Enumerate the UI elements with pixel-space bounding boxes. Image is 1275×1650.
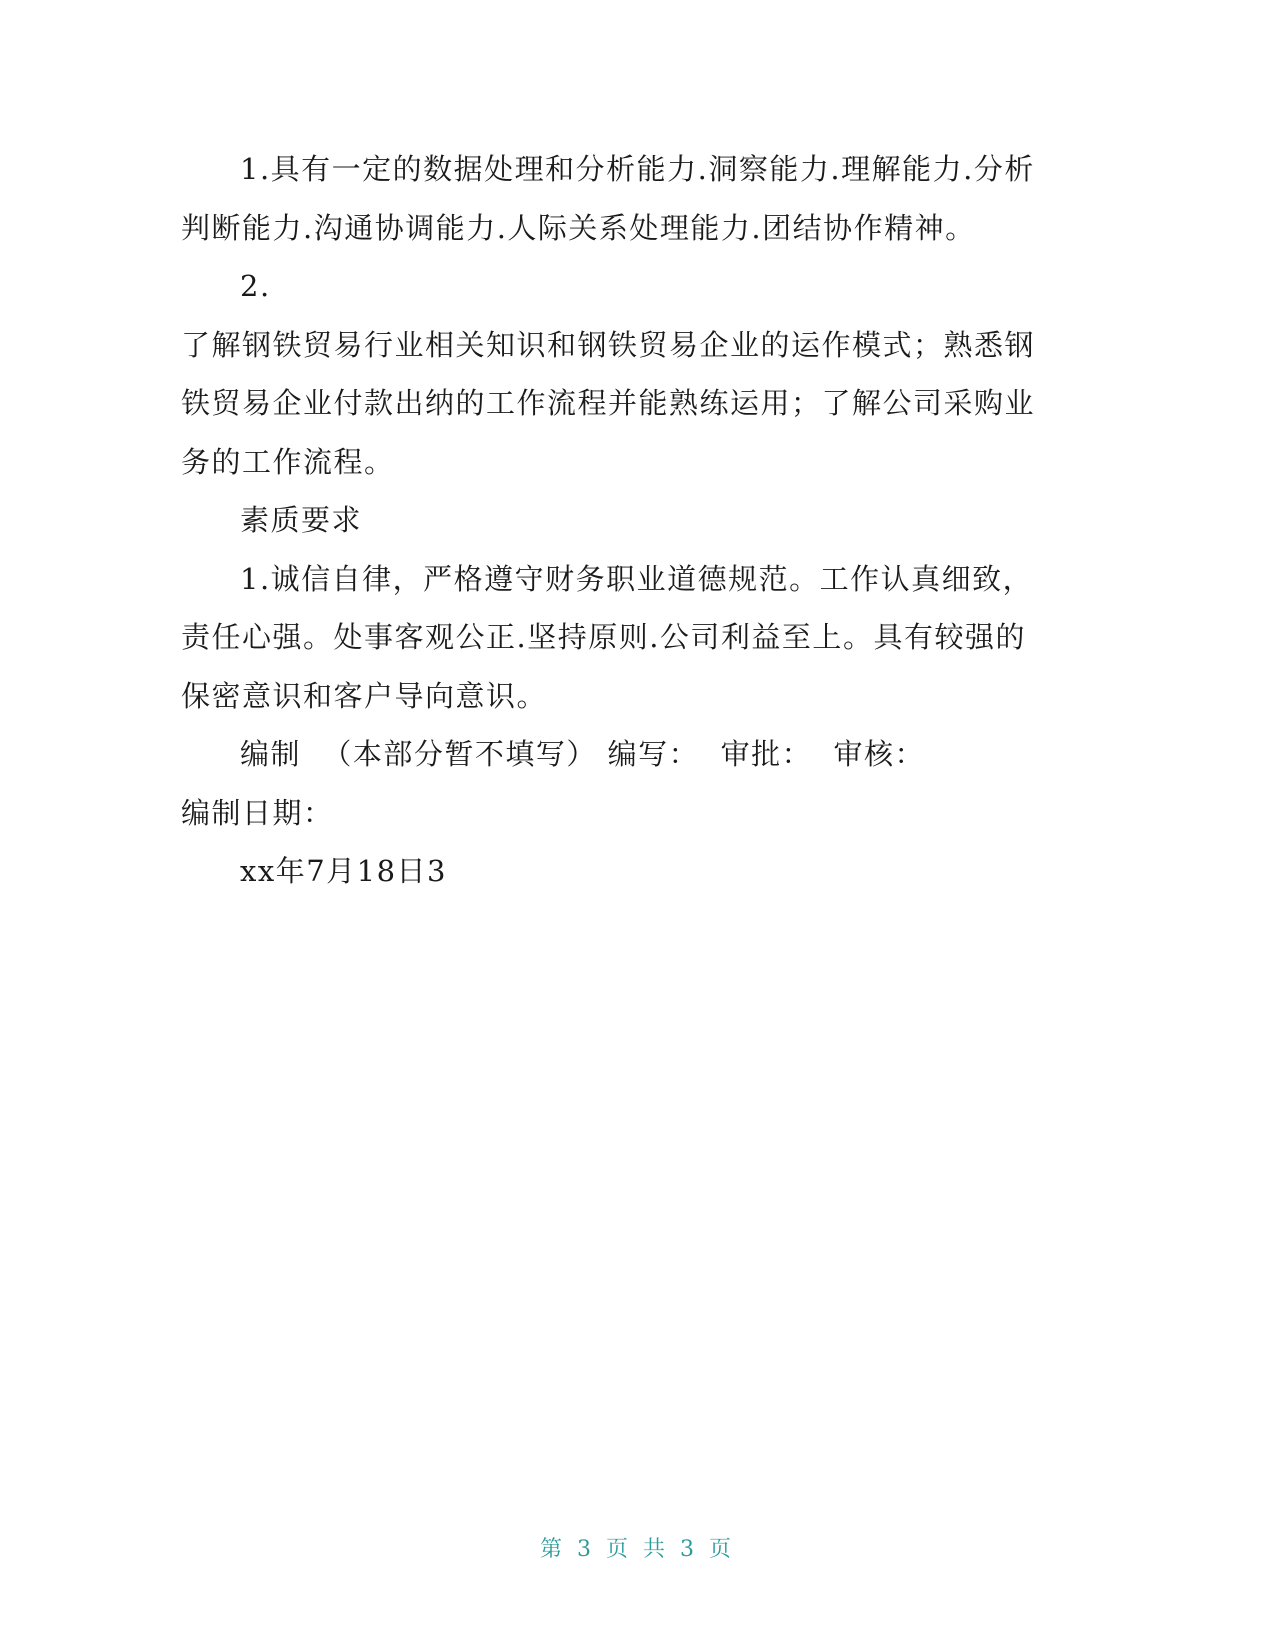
body-line: 了解钢铁贸易行业相关知识和钢铁贸易企业的运作模式；熟悉钢: [181, 327, 1036, 362]
body-line: 责任心强。处事客观公正.坚持原则.公司利益至上。具有较强的: [181, 620, 1026, 654]
body-line: 铁贸易企业付款出纳的工作流程并能熟练运用；了解公司采购业: [181, 386, 1036, 420]
document-body: [181, 140, 1051, 901]
body-line: 务的工作流程。: [181, 444, 395, 479]
body-line: 2.: [240, 269, 271, 303]
body-line: 保密意识和客户导向意识。: [181, 678, 548, 713]
body-line: 判断能力.沟通协调能力.人际关系处理能力.团结协作精神。: [181, 210, 976, 245]
body-line: 1.诚信自律，严格遵守财务职业道德规范。工作认真细致，: [240, 561, 1034, 596]
date-label: 编制日期：: [181, 795, 334, 830]
body-line: 1.具有一定的数据处理和分析能力.洞察能力.理解能力.分析: [240, 152, 1035, 186]
section-heading: 素质要求: [240, 503, 363, 537]
date-value: xx年7月18日3: [240, 854, 448, 888]
signature-line: 编制 （本部分暂不填写） 编写： 审批： 审核：: [240, 737, 926, 771]
page-number-footer: 第 3 页 共 3 页: [540, 1537, 735, 1562]
